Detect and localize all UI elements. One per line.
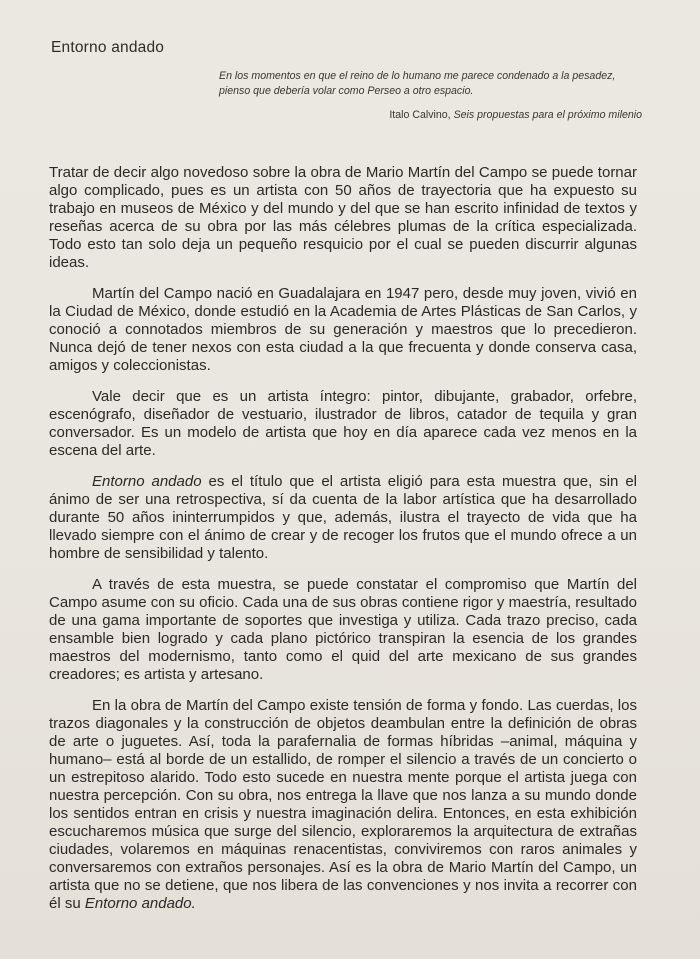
paragraph-5: A través de esta muestra, se puede constatar el compromiso que Martín del Campo asume con su oficio. Cada una de sus obras contiene rigor y maestría, resultado de una gama importante de soportes que investiga y utiliza. Cada trazo preciso, cada ensamble bien logrado y cada plano pictórico transpiran la esencia de los grandes maestros del modernismo, tanto como el quid del arte mexicano de sus grandes creadores; es artista y artesano. <box>49 576 637 683</box>
citation-work: Seis propuestas para el próximo milenio <box>453 109 642 121</box>
paragraph-4-text: es el título que el artista eligió para esta muestra que, sin el ánimo de ser una retrospectiva, sí da cuenta de la labor artística que ha desarrollado durante 50 años ininterrumpidos y que, además, ilustra el trayecto de vida que ha llevado siempre con el ánimo de crear y de recoger los frutos que el mundo ofrece a un hombre de sensibilidad y talento. <box>49 473 638 562</box>
citation-author: Italo Calvino, <box>389 109 451 121</box>
paragraph-2: Martín del Campo nació en Guadalajara en 1947 pero, desde muy joven, vivió en la Ciudad de México, donde estudió en la Academia de Artes Plásticas de San Carlos, y conoció a connotados miembros de su generación y maestros que lo precedieron. Nunca dejó de tener nexos con esta ciudad a la que frecuenta y donde conserva casa, amigos y coleccionistas. <box>49 285 637 374</box>
paragraph-6 <box>49 697 637 913</box>
exhibition-title-closing: Entorno andado. <box>84 895 196 912</box>
epigraph-citation <box>389 109 642 121</box>
epigraph-quote: En los momentos en que el reino de lo humano me parece condenado a la pesadez, pienso que debería volar como Perseo a otro espacio. <box>219 70 616 97</box>
exhibition-title-inline: Entorno andado <box>92 473 202 490</box>
essay-body <box>49 164 637 926</box>
paragraph-1: Tratar de decir algo novedoso sobre la obra de Mario Martín del Campo se puede tornar algo complicado, pues es un artista con 50 años de trayectoria que ha expuesto su trabajo en museos de México y del mundo y del que se han escrito infinidad de textos y reseñas acerca de su obra por las más célebres plumas de la crítica especializada. Todo esto tan solo deja un pequeño resquicio por el cual se pueden discurrir algunas ideas. <box>49 164 637 271</box>
page-title: Entorno andado <box>51 39 165 56</box>
paragraph-3: Vale decir que es un artista íntegro: pintor, dibujante, grabador, orfebre, escenógrafo, diseñador de vestuario, ilustrador de libros, catador de tequila y gran conversador. Es un modelo de artista que hoy en día aparece cada vez menos en la escena del arte. <box>49 388 637 459</box>
paragraph-6-text: En la obra de Martín del Campo existe tensión de forma y fondo. Las cuerdas, los trazos diagonales y la construcción de objetos deambulan entre la definición de obras de arte o juguetes. Así, toda la parafernalia de formas híbridas –animal, máquina y humano– está al borde de un estallido, de romper el silencio a través de un concierto o un estrepitoso alarido. Todo esto sucede en nuestra mente porque el artista juega con nuestra percepción. Con su obra, nos entrega la llave que nos lanza a su mundo donde los sentidos entran en crisis y nuestra imaginación delira. Entonces, en esta exhibición escucharemos música que surge del silencio, exploraremos la arquitectura de extrañas ciudades, volaremos en máquinas renacentistas, conviviremos con raros animales y conversaremos con extraños personajes. Así es la obra de Mario Martín del Campo, un artista que no se detiene, que nos libera de las convenciones y nos invita a recorrer con él su <box>49 697 637 912</box>
paragraph-4 <box>49 473 637 563</box>
